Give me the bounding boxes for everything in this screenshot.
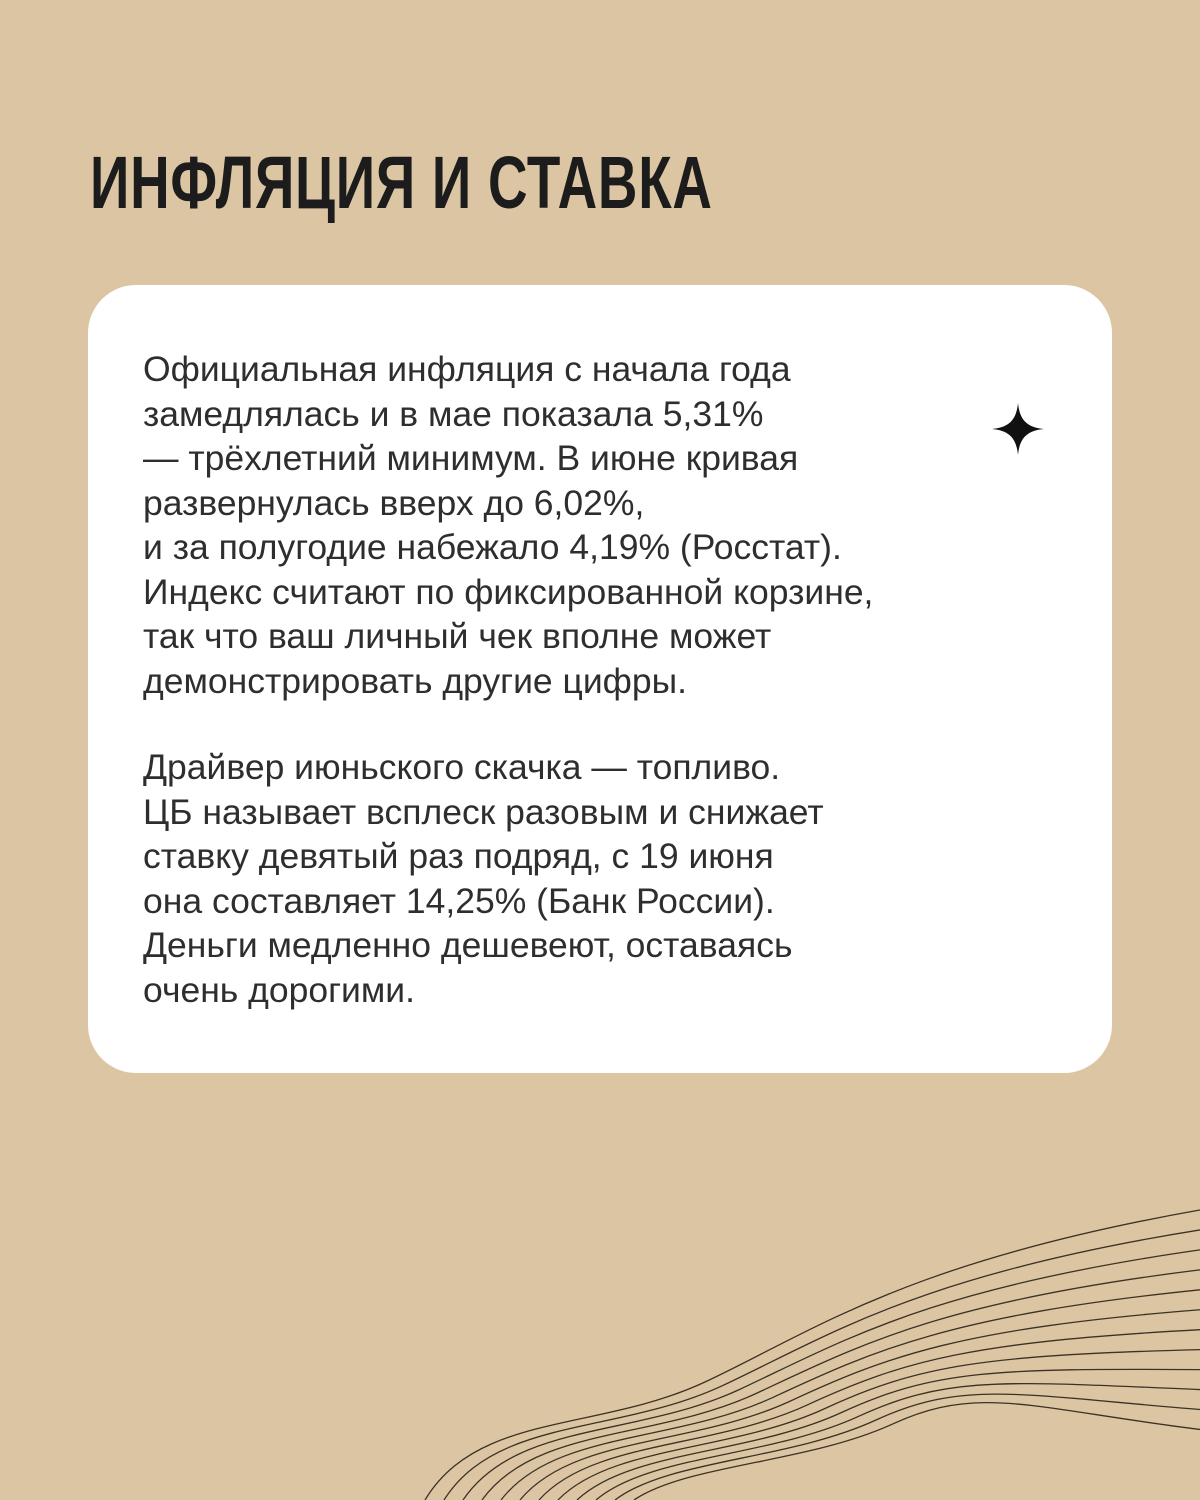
text-line: и за полугодие набежало 4,19% (Росстат).: [143, 527, 842, 567]
paragraph-key-rate: [143, 745, 824, 1012]
text-line: развернулась вверх до 6,02%,: [143, 482, 645, 523]
page-title: ИНФЛЯЦИЯ И СТАВКА: [90, 141, 713, 224]
sparkle-icon: [991, 402, 1045, 456]
text-line: ЦБ называет всплеск разовым и снижает: [143, 791, 824, 832]
wave-line: [539, 1330, 1200, 1500]
text-line: Драйвер июньского скачка — топливо.: [143, 747, 781, 787]
wave-line: [444, 1230, 1200, 1500]
wave-line: [425, 1210, 1200, 1500]
text-line: Официальная инфляция с начала года: [143, 349, 791, 389]
text-line: Деньги медленно дешевеют, оставаясь: [143, 925, 793, 965]
text-line: — трёхлетний минимум. В июне кривая: [143, 438, 799, 478]
wave-line: [558, 1350, 1200, 1500]
wave-line: [463, 1250, 1200, 1500]
text-line: демонстрировать другие цифры.: [143, 660, 688, 701]
text-line: она составляет 14,25% (Банк России).: [143, 880, 775, 921]
text-card: [88, 285, 1112, 1073]
wave-line: [501, 1290, 1200, 1500]
wave-line: [634, 1403, 1200, 1500]
wave-line: [615, 1394, 1200, 1500]
paragraph-inflation: [143, 347, 873, 703]
text-line: ставку девятый раз подряд, с 19 июня: [143, 836, 774, 876]
text-line: Индекс считают по фиксированной корзине,: [143, 571, 874, 612]
wave-line: [596, 1384, 1200, 1500]
text-line: замедлялась и в мае показала 5,31%: [143, 393, 764, 434]
wave-line: [482, 1270, 1200, 1500]
wave-line: [577, 1369, 1200, 1500]
text-line: так что ваш личный чек вполне может: [143, 616, 772, 656]
wave-line: [520, 1310, 1200, 1500]
text-line: очень дорогими.: [143, 969, 415, 1010]
